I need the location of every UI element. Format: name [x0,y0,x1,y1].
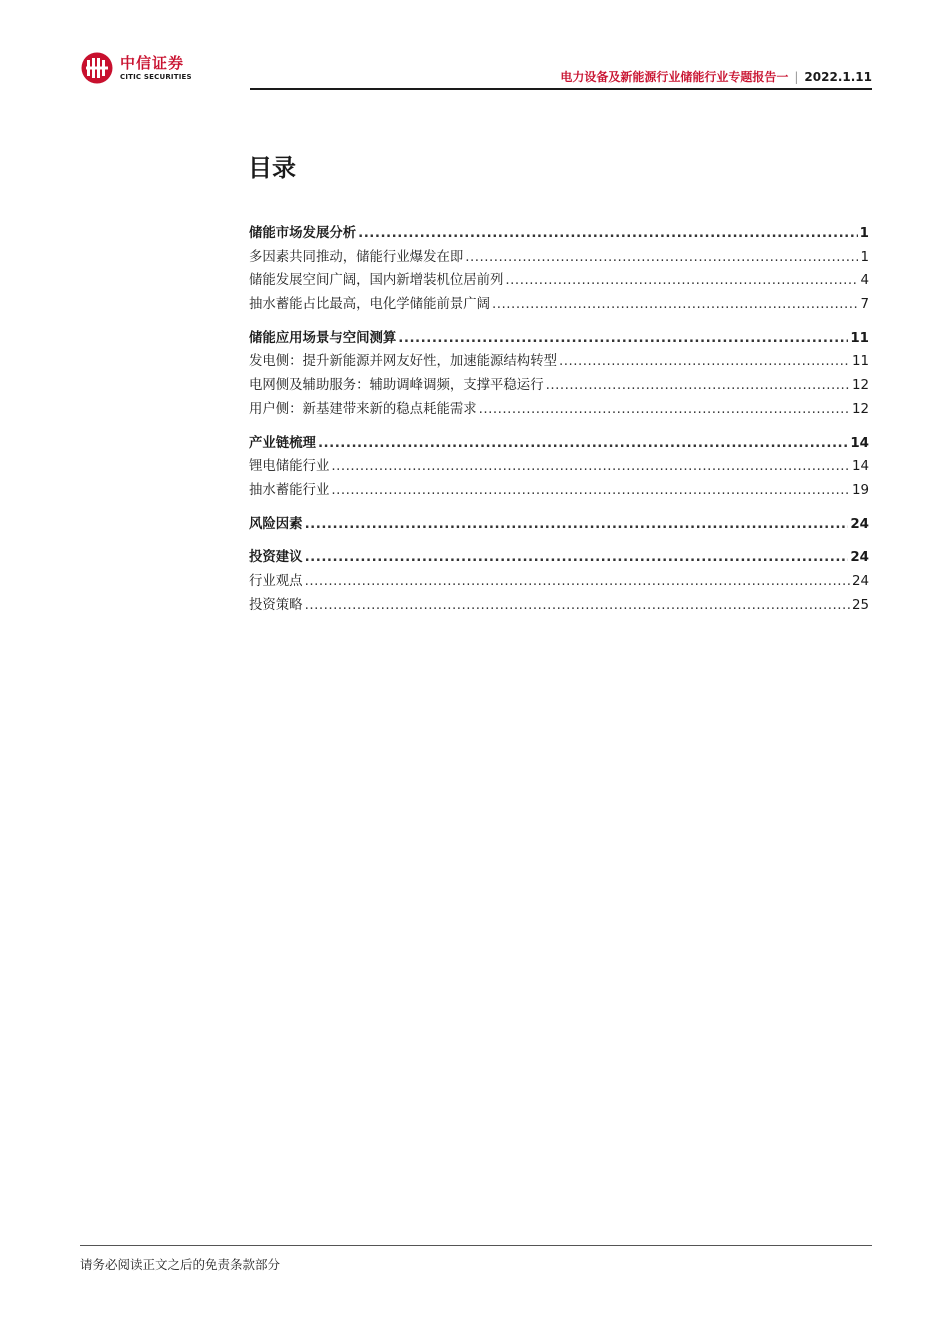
header-report-info [560,68,872,85]
logo-chinese-name: 中信证券 [120,53,185,72]
toc-page-number: 1 [860,249,869,265]
toc-dot-leader [305,550,849,565]
toc-entry-title: 风险因素 [249,516,303,532]
toc-subsection-entry[interactable] [249,246,869,270]
toc-dot-leader [398,331,848,346]
toc-subsection-entry[interactable] [249,293,869,317]
toc-page-number: 24 [850,550,869,566]
toc-entry-title: 储能市场发展分析 [249,226,357,241]
toc-page-number: 25 [851,597,869,613]
toc-dot-leader [305,517,849,532]
toc-page-number: 1 [859,226,869,241]
toc-subsection-entry[interactable] [249,350,869,374]
toc-chapter-entry[interactable] [249,546,869,570]
toc-dot-leader [318,436,848,451]
toc-entry-title: 产业链梳理 [249,435,316,451]
toc-page-number: 12 [851,401,869,417]
citic-logo-icon [80,51,114,85]
toc-entry-title: 用户侧：新基建带来新的稳点耗能需求 [249,401,477,417]
page-title: 目录 [248,154,296,182]
logo-english-name: CITIC SECURITIES [120,72,192,81]
toc-page-number: 4 [860,273,869,289]
toc-dot-leader [559,354,850,369]
toc-dot-leader [505,273,858,288]
toc-page-number: 24 [850,516,869,532]
toc-entry-title: 储能发展空间广阔，国内新增装机位居前列 [249,273,504,289]
toc-chapter-entry[interactable] [249,513,869,537]
toc-entry-title: 投资建议 [249,550,303,566]
toc-dot-leader [546,378,850,393]
page-header [80,44,872,90]
toc-subsection-entry[interactable] [249,479,869,503]
report-date: 2022.1.11 [804,69,872,84]
toc-subsection-entry[interactable] [249,374,869,398]
toc-subsection-entry[interactable] [249,398,869,422]
toc-entry-title: 锂电储能行业 [249,459,330,475]
toc-entry-title: 发电侧：提升新能源并网友好性，加速能源结构转型 [249,354,557,370]
header-separator: | [794,69,799,84]
toc-chapter-entry[interactable] [249,222,869,246]
toc-chapter-entry[interactable] [249,432,869,456]
toc-page-number: 19 [851,482,869,498]
toc-subsection-entry[interactable] [249,570,869,594]
toc-page-number: 14 [850,435,869,451]
toc-page-number: 7 [860,297,869,313]
footer-divider [80,1245,872,1246]
toc-entry-title: 行业观点 [249,573,303,589]
toc-entry-title: 多因素共同推动，储能行业爆发在即 [249,249,464,265]
toc-dot-leader [331,459,850,474]
toc-dot-leader [465,250,858,265]
toc-dot-leader [331,483,850,498]
header-divider [250,88,872,90]
toc-entry-title: 抽水蓄能行业 [249,482,330,498]
toc-dot-leader [479,402,850,417]
toc-section [249,327,869,422]
toc-page-number: 24 [851,573,869,589]
toc-section [249,222,869,317]
toc-subsection-entry[interactable] [249,455,869,479]
toc-page-number: 11 [850,330,869,346]
toc-section [249,432,869,503]
toc-subsection-entry[interactable] [249,594,869,618]
toc-entry-title: 抽水蓄能占比最高，电化学储能前景广阔 [249,297,491,313]
citic-logo [80,48,192,88]
toc-dot-leader [358,226,858,241]
toc-subsection-entry[interactable] [249,269,869,293]
table-of-contents [249,222,869,627]
report-title: 电力设备及新能源行业储能行业专题报告一 [560,70,789,84]
toc-section [249,546,869,617]
toc-page-number: 12 [851,378,869,394]
toc-dot-leader [305,574,850,589]
toc-dot-leader [492,297,858,312]
toc-dot-leader [305,598,850,613]
toc-section [249,513,869,537]
toc-page-number: 14 [851,459,869,475]
toc-chapter-entry[interactable] [249,327,869,351]
footer-disclaimer: 请务必阅读正文之后的免责条款部分 [80,1257,281,1272]
toc-entry-title: 储能应用场景与空间测算 [249,330,397,346]
toc-page-number: 11 [851,354,869,370]
toc-entry-title: 电网侧及辅助服务：辅助调峰调频，支撑平稳运行 [249,378,544,394]
toc-entry-title: 投资策略 [249,597,303,613]
